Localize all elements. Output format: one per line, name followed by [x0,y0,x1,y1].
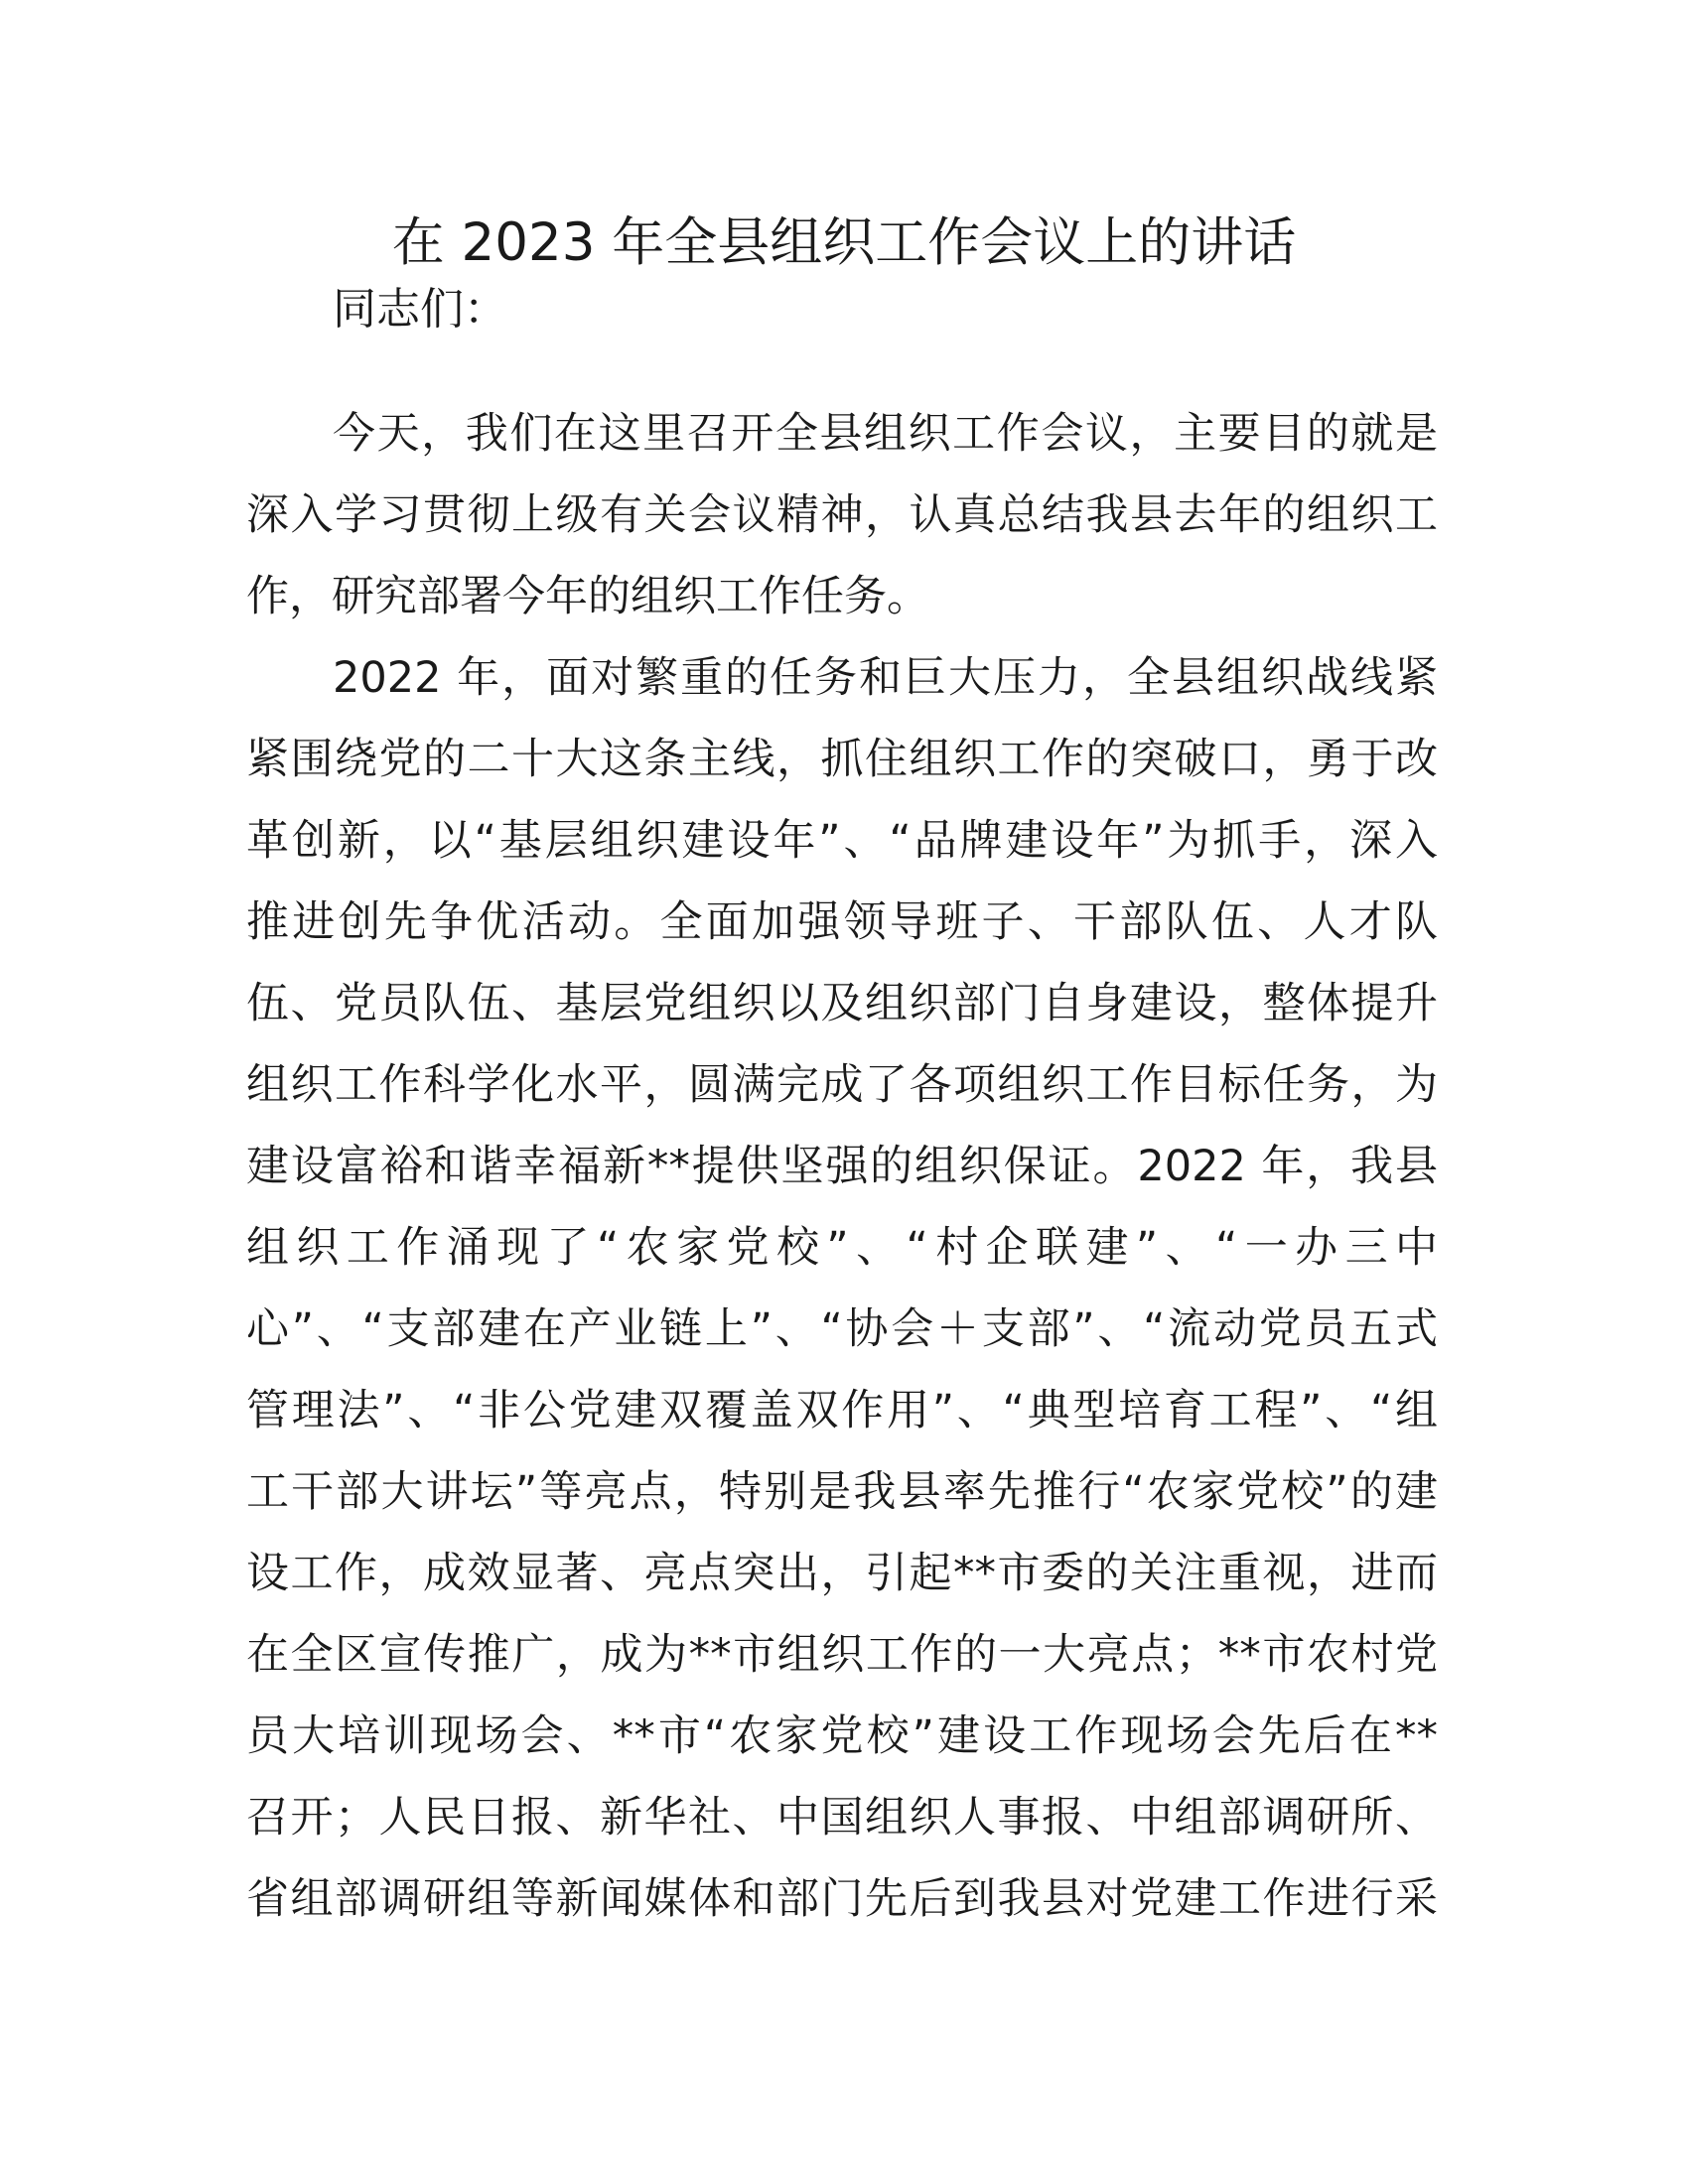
paragraph-line: 组织工作涌现了“农家党校”、“村企联建”、“一办三中 [246,1223,1438,1273]
paragraph-line: 在全区宣传推广，成为**市组织工作的一大亮点；**市农村党 [246,1630,1438,1680]
greeting: 同志们： [333,284,507,335]
paragraph-line: 心”、“支部建在产业链上”、“协会＋支部”、“流动党员五式 [246,1304,1438,1354]
document-title: 在 2023 年全县组织工作会议上的讲话 [391,212,1297,273]
paragraph-1 [246,393,1438,637]
paragraph-line: 建设富裕和谐幸福新**提供坚强的组织保证。2022 年，我县 [246,1142,1438,1191]
paragraph-line: 设工作，成效显著、亮点突出，引起**市委的关注重视，进而 [246,1549,1438,1598]
paragraph-line: 紧围绕党的二十大这条主线，抓住组织工作的突破口，勇于改 [246,735,1438,784]
paragraph-line: 伍、党员队伍、基层党组织以及组织部门自身建设，整体提升 [246,979,1438,1028]
paragraph-line: 革创新，以“基层组织建设年”、“品牌建设年”为抓手，深入 [246,816,1438,866]
paragraph-line: 2022 年，面对繁重的任务和巨大压力，全县组织战线紧 [333,653,1438,703]
paragraph-line: 组织工作科学化水平，圆满完成了各项组织工作目标任务，为 [246,1060,1438,1110]
paragraph-line: 今天，我们在这里召开全县组织工作会议，主要目的就是 [333,409,1438,459]
paragraph-line: 推进创先争优活动。全面加强领导班子、干部队伍、人才队 [246,897,1438,947]
paragraph-line: 员大培训现场会、**市“农家党校”建设工作现场会先后在** [246,1711,1438,1761]
paragraph-line: 省组部调研组等新闻媒体和部门先后到我县对党建工作进行采 [246,1874,1438,1924]
paragraph-line: 作，研究部署今年的组织工作任务。 [246,572,929,621]
paragraph-line: 工干部大讲坛”等亮点，特别是我县率先推行“农家党校”的建 [246,1467,1438,1517]
paragraph-2 [246,637,1438,1940]
paragraph-line: 召开；人民日报、新华社、中国组织人事报、中组部调研所、 [246,1793,1438,1843]
paragraph-line: 深入学习贯彻上级有关会议精神，认真总结我县去年的组织工 [246,490,1438,540]
paragraph-line: 管理法”、“非公党建双覆盖双作用”、“典型培育工程”、“组 [246,1386,1438,1435]
